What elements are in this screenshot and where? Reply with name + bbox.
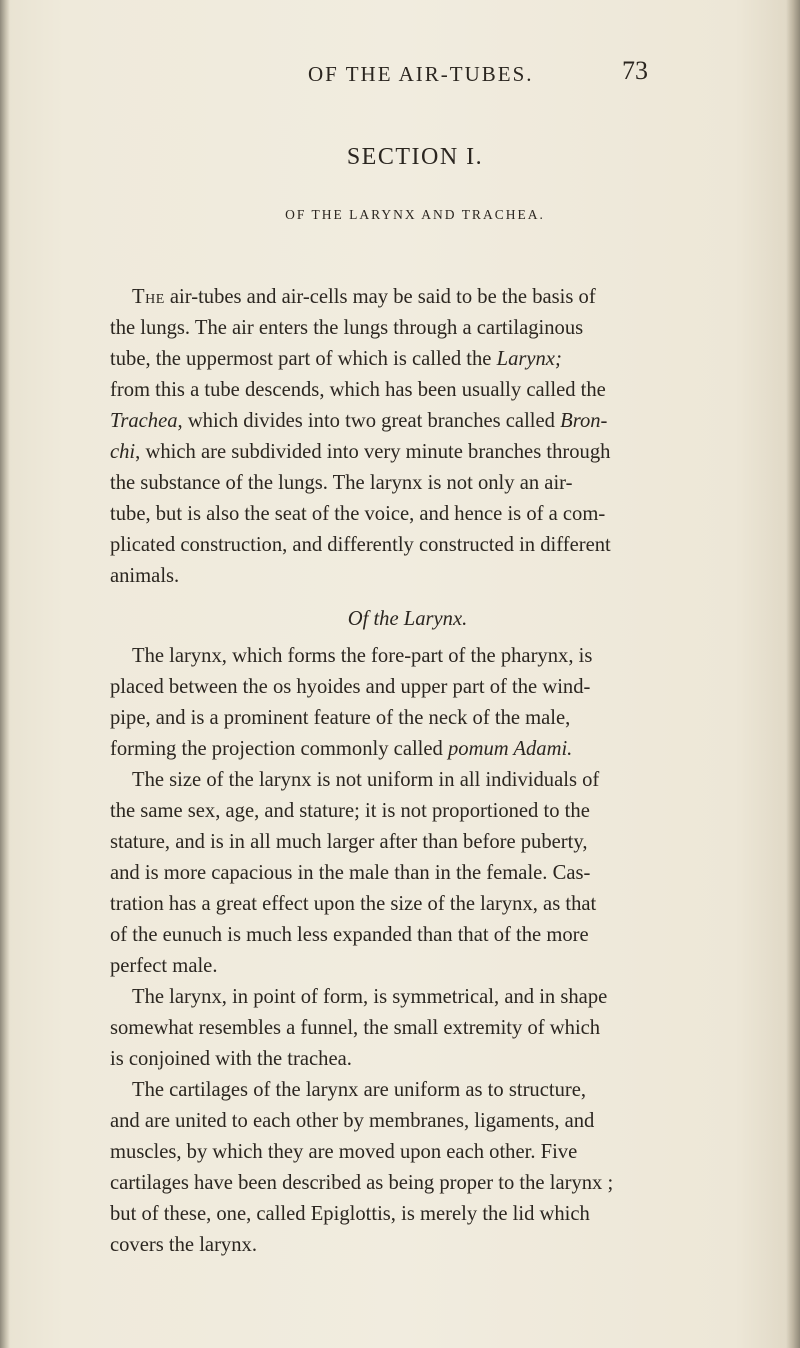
term-trachea: Trachea: [110, 410, 178, 432]
text-line: The air-tubes and air-cells may be said to be the basis of: [132, 286, 596, 308]
term-bronchi-b: chi: [110, 441, 136, 463]
text-line: animals.: [110, 565, 180, 587]
text-line: of the eunuch is much less expanded than that of the more: [110, 924, 589, 946]
text-line: perfect male.: [110, 955, 218, 977]
text-line: tration has a great effect upon the size of the larynx, as that: [110, 893, 597, 915]
text-line: The size of the larynx is not uniform in all individuals of: [132, 769, 600, 791]
paragraph-2: [110, 641, 685, 765]
term-pomum-adami: pomum Adami.: [448, 738, 573, 760]
text-line: chi, which are subdivided into very minute branches through: [110, 441, 611, 463]
text-line: The larynx, which forms the fore-part of the pharynx, is: [132, 645, 593, 667]
text-line: somewhat resembles a funnel, the small extremity of which: [110, 1017, 601, 1039]
body-text: [110, 282, 685, 1261]
text-line: Trachea, which divides into two great branches called Bron-: [110, 410, 608, 432]
paragraph-5: [110, 1075, 685, 1261]
text-line: tube, but is also the seat of the voice, and hence is of a com-: [110, 503, 606, 525]
text-line: the lungs. The air enters the lungs through a cartilaginous: [110, 317, 584, 339]
text-line: placed between the os hyoides and upper part of the wind-: [110, 676, 591, 698]
term-larynx: Larynx;: [496, 348, 562, 370]
lead-word: The: [132, 286, 165, 308]
page-left-edge: [0, 0, 10, 1348]
text-line: stature, and is in all much larger after than before puberty,: [110, 831, 588, 853]
page-number: 73: [622, 56, 648, 85]
text-line: plicated construction, and differently constructed in different: [110, 534, 611, 556]
paragraph-3: [110, 765, 685, 982]
term-bronchi-a: Bron-: [560, 410, 608, 432]
text-line: the same sex, age, and stature; it is not proportioned to the: [110, 800, 590, 822]
text-line: but of these, one, called Epiglottis, is merely the lid which: [110, 1203, 590, 1225]
text-line: tube, the uppermost part of which is called the Larynx;: [110, 348, 562, 370]
text-line: The larynx, in point of form, is symmetrical, and in shape: [132, 986, 608, 1008]
running-head: OF THE AIR-TUBES.: [308, 62, 534, 86]
text-line: from this a tube descends, which has been usually called the: [110, 379, 606, 401]
text-line: muscles, by which they are moved upon each other. Five: [110, 1141, 578, 1163]
text-line: and are united to each other by membranes, ligaments, and: [110, 1110, 595, 1132]
text-line: and is more capacious in the male than in the female. Cas-: [110, 862, 591, 884]
paragraph-4: [110, 982, 685, 1075]
text-line: forming the projection commonly called pomum Adami.: [110, 738, 573, 760]
text-line: is conjoined with the trachea.: [110, 1048, 352, 1070]
paragraph-1: [110, 282, 685, 592]
sub-heading: Of the Larynx.: [347, 608, 468, 630]
text-line: pipe, and is a prominent feature of the neck of the male,: [110, 707, 571, 729]
text-line: covers the larynx.: [110, 1234, 257, 1256]
section-subtitle: OF THE LARYNX AND TRACHEA.: [285, 207, 545, 222]
page-right-edge: [786, 0, 800, 1348]
section-title: SECTION I.: [346, 144, 484, 170]
text-line: The cartilages of the larynx are uniform as to structure,: [132, 1079, 587, 1101]
text-line: cartilages have been described as being proper to the larynx ;: [110, 1172, 614, 1194]
text-line: the substance of the lungs. The larynx is not only an air-: [110, 472, 573, 494]
